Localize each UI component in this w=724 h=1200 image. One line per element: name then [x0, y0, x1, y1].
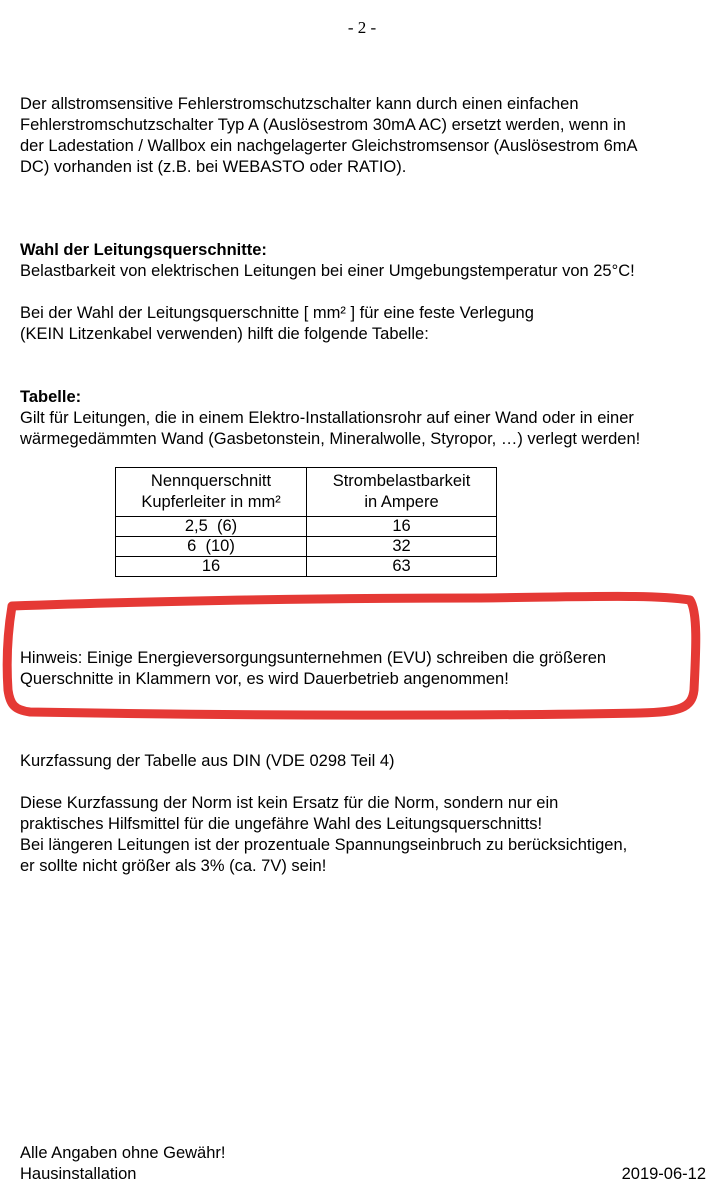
intro-line: Fehlerstromschutzschalter Typ A (Auslösestrom 30mA AC) ersetzt werden, wenn in [20, 116, 626, 134]
header-cross-section-line2: Kupferleiter in mm² [141, 493, 281, 511]
cell-ampere: 63 [307, 557, 497, 577]
cross-section-line: (KEIN Litzenkabel verwenden) hilft die folgende Tabelle: [20, 325, 429, 343]
footer-date: 2019-06-12 [621, 1165, 706, 1183]
summary-line: praktisches Hilfsmittel für die ungefähre Wahl des Leitungsquerschnitts! [20, 815, 543, 833]
intro-line: Der allstromsensitive Fehlerstromschutzschalter kann durch einen einfachen [20, 95, 579, 113]
intro-line: DC) vorhanden ist (z.B. bei WEBASTO oder RATIO). [20, 158, 407, 176]
intro-line: der Ladestation / Wallbox ein nachgelagerter Gleichstromsensor (Auslösestrom 6mA [20, 137, 638, 155]
cell-ampere: 32 [307, 537, 497, 557]
summary-line: Diese Kurzfassung der Norm ist kein Ersatz für die Norm, sondern nur ein [20, 794, 559, 812]
note-paragraph [20, 648, 710, 690]
note-line: Hinweis: Einige Energieversorgungsunternehmen (EVU) schreiben die größeren [20, 649, 607, 667]
cell-cross-section: 16 [116, 557, 307, 577]
page-number: - 2 - [347, 18, 377, 37]
din-source-line: Kurzfassung der Tabelle aus DIN (VDE 0298 Teil 4) [20, 752, 395, 770]
section-heading-table: Tabelle: [20, 388, 82, 406]
cell-cross-section: 2,5 (6) [116, 517, 307, 537]
section-heading-cross-sections: Wahl der Leitungsquerschnitte: [20, 241, 267, 259]
footer-left [20, 1143, 226, 1185]
cell-ampere: 16 [307, 517, 497, 537]
table-scope-line: Gilt für Leitungen, die in einem Elektro-Installationsrohr auf einer Wand oder in einer [20, 409, 634, 427]
footer-document-name: Hausinstallation [20, 1165, 137, 1183]
ambient-temperature-note: Belastbarkeit von elektrischen Leitungen bei einer Umgebungstemperatur von 25°C! [20, 262, 635, 280]
header-cross-section-line1: Nennquerschnitt [150, 472, 272, 490]
cross-section-line: Bei der Wahl der Leitungsquerschnitte [ mm² ] für eine feste Verlegung [20, 304, 534, 322]
note-line: Querschnitte in Klammern vor, es wird Dauerbetrieb angenommen! [20, 670, 509, 688]
summary-line: Bei längeren Leitungen ist der prozentuale Spannungseinbruch zu berücksichtigen, [20, 836, 628, 854]
summary-source [20, 751, 710, 772]
summary-paragraph [20, 793, 710, 877]
header-ampacity-line1: Strombelastbarkeit [332, 472, 471, 490]
table-scope-line: wärmegedämmten Wand (Gasbetonstein, Mineralwolle, Styropor, …) verlegt werden! [20, 430, 641, 448]
cell-cross-section: 6 (10) [116, 537, 307, 557]
header-ampacity-line2: in Ampere [364, 493, 439, 511]
summary-line: er sollte nicht größer als 3% (ca. 7V) sein! [20, 857, 327, 875]
footer-disclaimer: Alle Angaben ohne Gewähr! [20, 1144, 226, 1162]
